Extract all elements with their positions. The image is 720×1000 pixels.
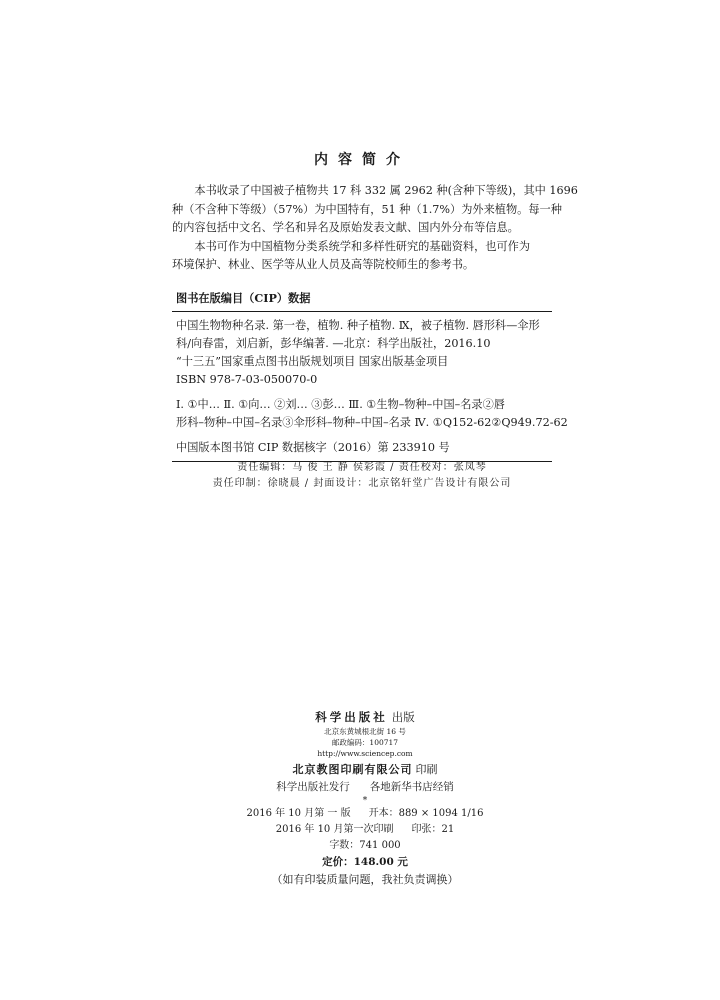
summary-line: 本书收录了中国被子植物共 17 科 332 属 2962 种(含种下等级)，其中 1696 <box>194 184 578 197</box>
printer-name: 北京教图印刷有限公司 <box>292 763 413 776</box>
separator-star: * <box>362 796 368 806</box>
cip-line: 中国生物物种名录. 第一卷，植物. 种子植物. Ⅸ，被子植物. 唇形科—伞形 <box>176 319 540 332</box>
summary-paragraph-2 <box>172 238 552 275</box>
printing: 2016 年 10 月第一次印刷 <box>275 824 394 835</box>
price: 定价：148.00 元 <box>322 856 408 868</box>
postal-code: 邮政编码：100717 <box>331 738 399 747</box>
cip-line: “十三五”国家重点图书出版规划项目 国家出版基金项目 <box>176 355 449 368</box>
edition-row <box>220 806 510 822</box>
publisher-website: http://www.sciencep.com <box>317 749 413 758</box>
staff-production: 责任印制：徐晓晨 / 封面设计：北京铭轩堂广告设计有限公司 <box>212 478 512 489</box>
summary-line: 的内容包括中文名、学名和异名及原始发表文献、国内外分布等信息。 <box>172 221 519 234</box>
cip-classification-line: Ⅰ. ①中… Ⅱ. ①向… ②刘… ③彭… Ⅲ. ①生物–物种–中国–名录②唇 <box>176 398 505 411</box>
summary-line: 本书可作为中国植物分类系统学和多样性研究的基础资料，也可作为 <box>194 239 531 253</box>
cip-top-rule <box>172 311 552 312</box>
printer-suffix: 印刷 <box>415 763 438 776</box>
cip-heading: 图书在版编目（CIP）数据 <box>176 291 311 305</box>
summary-title: 内容简介 <box>314 152 410 168</box>
distribution-line <box>220 779 510 796</box>
staff-editors: 责任编辑：马 俊 王 静 侯彩霞 / 责任校对：张凤琴 <box>237 462 487 473</box>
printing-row <box>220 822 510 838</box>
summary-line: 环境保护、林业、医学等从业人员及高等院校师生的参考书。 <box>172 258 475 271</box>
cip-block <box>172 288 568 462</box>
cip-classification-line: 形科–物种–中国–名录③伞形科–物种–中国–名录 Ⅳ. ①Q152-62②Q949.72-62 <box>176 416 568 429</box>
publisher-address: 北京东黄城根北街 16 号 <box>324 727 406 736</box>
word-count: 字数：741 000 <box>329 840 401 851</box>
cip-line: 科/向春雷，刘启新，彭华编著. —北京：科学出版社，2016.10 <box>176 337 491 350</box>
cip-number: 中国版本图书馆 CIP 数据核字（2016）第 233910 号 <box>176 441 450 454</box>
quality-note: （如有印装质量问题，我社负责调换） <box>271 873 459 886</box>
publisher-line <box>220 708 510 726</box>
imprint-block <box>220 708 510 888</box>
staff-credits <box>172 460 552 492</box>
printer-line <box>220 761 510 779</box>
summary-line: 种（不含种下等级）（57%）为中国特有，51 种（1.7%）为外来植物。每一种 <box>172 202 562 216</box>
book-format: 开本：889 × 1094 1/16 <box>368 808 484 819</box>
distributor: 科学出版社发行 <box>276 781 350 793</box>
edition: 2016 年 10 月第 一 版 <box>246 808 351 819</box>
cip-isbn: ISBN 978-7-03-050070-0 <box>176 373 318 386</box>
printed-sheets: 印张：21 <box>411 824 455 835</box>
content-summary <box>172 150 578 275</box>
publisher-name: 科学出版社 <box>315 710 388 724</box>
retailer: 各地新华书店经销 <box>369 781 454 793</box>
summary-paragraph-1 <box>172 182 578 238</box>
publisher-suffix: 出版 <box>391 710 415 724</box>
